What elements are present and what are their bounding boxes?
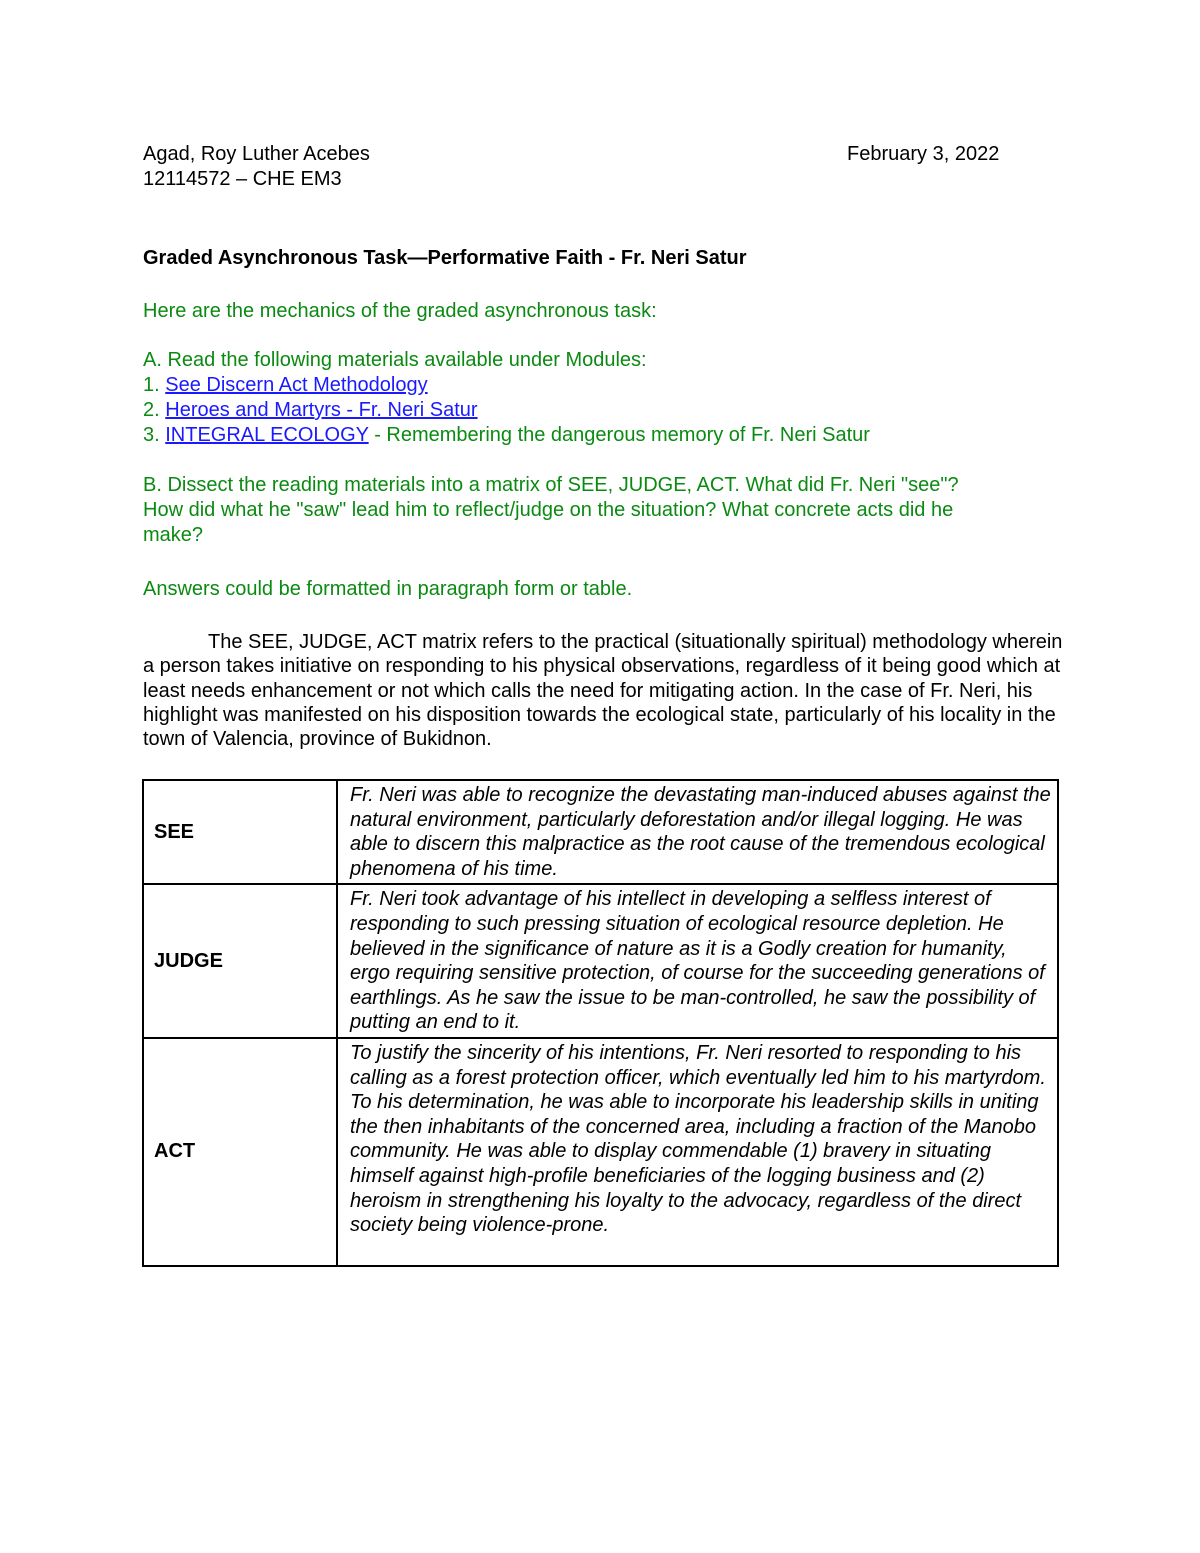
answers-format-note: Answers could be formatted in paragraph form or table. [143,578,633,600]
reading-link-heroes-and-martyrs[interactable]: Heroes and Martyrs - Fr. Neri Satur [165,399,478,421]
instruction-b-line-2: How did what he "saw" lead him to reflect/judge on the situation? What concrete acts did he [143,499,954,521]
row-text-act: To justify the sincerity of his intentions, Fr. Neri resorted to responding to his calling as a forest protection officer, which eventually led him to his martyrdom. To his determination, he was able to incorporate his leadership skills in uniting the then inhabitants of the concerned area, including a fraction of the Manobo community. He was able to display commendable (1) bravery in situating himself against high-profile beneficiaries of the logging business and (2) heroism in strengthening his loyalty to the advocacy, regardless of the direct society being violence-prone. [337,1038,1058,1266]
reading-item-3 [143,423,870,448]
reading-item-number: 3. [143,424,166,446]
instructions-intro: Here are the mechanics of the graded asynchronous task: [143,300,657,322]
student-name: Agad, Roy Luther Acebes [143,143,370,165]
table-row [143,884,1058,1038]
row-text-judge: Fr. Neri took advantage of his intellect in developing a selfless interest of responding to such pressing situation of ecological resource depletion. He believed in the significance of nature as it is a Godly creation for humanity, ergo requiring sensitive protection, of course for the succeeding generations of earthlings. As he saw the issue to be man-controlled, he saw the possibility of putting an end to it. [337,884,1058,1038]
reading-item-1 [143,373,428,398]
table-row [143,780,1058,884]
row-label-act: ACT [143,1038,337,1266]
reading-item-number: 1. [143,374,166,396]
instruction-b-line-3: make? [143,524,204,546]
reading-link-see-discern-act[interactable]: See Discern Act Methodology [165,374,428,396]
instruction-b-line-1: B. Dissect the reading materials into a matrix of SEE, JUDGE, ACT. What did Fr. Neri "see"? [143,474,959,496]
row-label-judge: JUDGE [143,884,337,1038]
reading-link-integral-ecology[interactable]: INTEGRAL ECOLOGY [165,424,369,446]
intro-paragraph-text: The SEE, JUDGE, ACT matrix refers to the practical (situationally spiritual) methodology wherein a person takes initiative on responding to his physical observations, regardless of it being good which at least needs enhancement or not which calls the need for mitigating action. In the case of Fr. Neri, his highlight was manifested on his disposition towards the ecological state, particularly of his locality in the town of Valencia, province of Bukidnon. [143,631,1063,751]
student-id-line: 12114572 – CHE EM3 [143,168,342,190]
reading-item-suffix: - Remembering the dangerous memory of Fr. Neri Satur [368,424,870,446]
row-text-see: Fr. Neri was able to recognize the devastating man-induced abuses against the natural environment, particularly deforestation and/or illegal logging. He was able to discern this malpractice as the root cause of the tremendous ecological phenomena of his time. [337,780,1058,884]
see-judge-act-table [142,779,1059,1267]
intro-paragraph [143,630,1063,751]
document-date: February 3, 2022 [847,143,1000,165]
reading-item-2 [143,398,478,423]
document-title: Graded Asynchronous Task—Performative Faith - Fr. Neri Satur [143,247,747,269]
table-row [143,1038,1058,1266]
instruction-a: A. Read the following materials available under Modules: [143,349,647,371]
row-label-see: SEE [143,780,337,884]
reading-item-number: 2. [143,399,166,421]
